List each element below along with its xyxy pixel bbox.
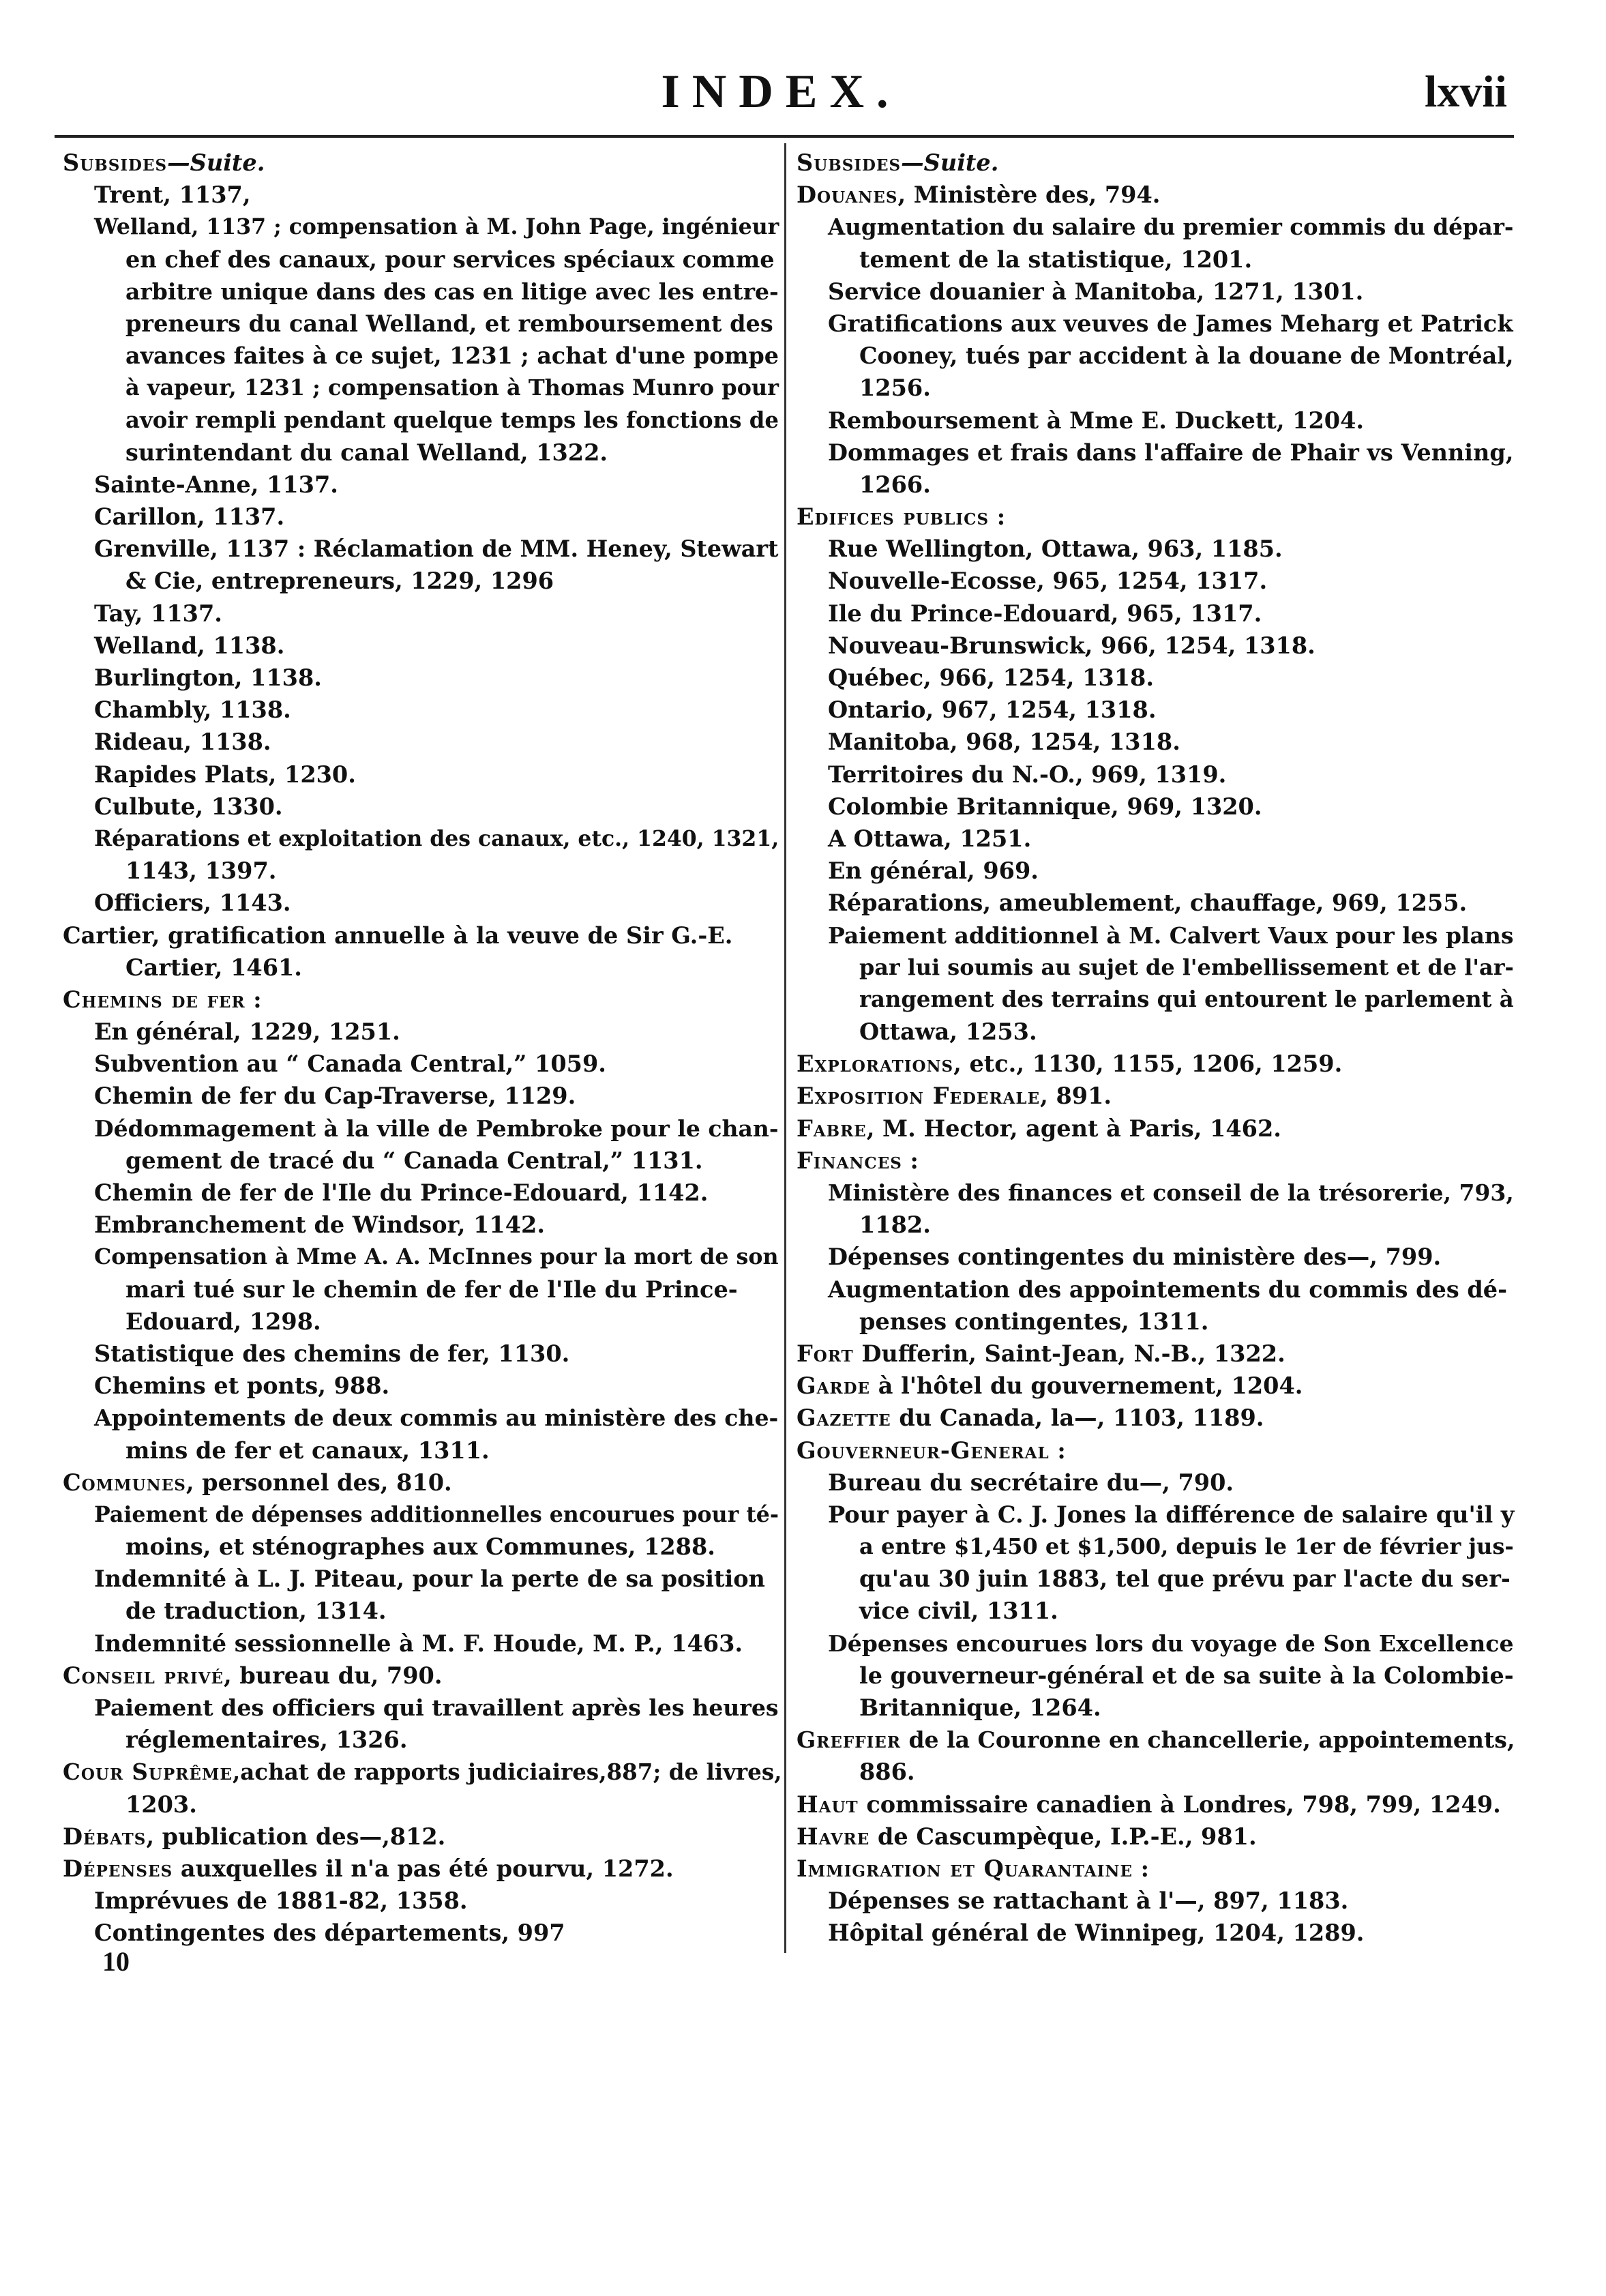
index-line <box>797 791 1514 823</box>
index-line <box>797 855 1514 887</box>
index-line <box>63 533 779 565</box>
index-line <box>63 1306 779 1338</box>
index-text: Welland, 1137 ; compensation à M. John Page, ingénieur <box>94 214 779 240</box>
index-line <box>63 1467 779 1499</box>
index-line <box>63 1789 779 1821</box>
index-text: avances faites à ce sujet, 1231 ; achat d'une pompe <box>125 342 779 370</box>
index-text: Britannique, 1264. <box>859 1694 1101 1721</box>
index-text: , etc., 1130, 1155, 1206, 1259. <box>953 1050 1343 1078</box>
index-text: Indemnité sessionnelle à M. F. Houde, M. P., 1463. <box>94 1630 743 1657</box>
index-line <box>797 501 1514 533</box>
index-text: tement de la statistique, 1201. <box>859 246 1253 273</box>
index-line <box>63 1853 779 1885</box>
index-text: Réparations, ameublement, chauffage, 969, 1255. <box>828 889 1468 917</box>
index-text: : <box>1132 1855 1150 1882</box>
index-heading: Havre <box>797 1823 870 1850</box>
index-text: à l'hôtel du gouvernement, 1204. <box>870 1372 1303 1400</box>
index-line <box>797 1306 1514 1338</box>
index-line <box>797 276 1514 308</box>
right-column <box>797 147 1514 1949</box>
index-text: Dufferin, Saint-Jean, N.-B., 1322. <box>853 1340 1285 1367</box>
index-text: réglementaires, 1326. <box>125 1726 408 1754</box>
index-line <box>63 1885 779 1917</box>
index-text: Ministère des finances et conseil de la trésorerie, 793, <box>828 1179 1514 1206</box>
index-text: a entre $1,450 et $1,500, depuis le 1er de février jus- <box>859 1533 1514 1560</box>
index-line <box>63 1660 779 1692</box>
index-line <box>797 598 1514 630</box>
index-line <box>63 1434 779 1467</box>
index-line <box>63 179 779 211</box>
index-line <box>63 887 779 919</box>
index-text: : <box>989 503 1006 531</box>
index-line <box>797 340 1514 372</box>
index-text: , bureau du, 790. <box>224 1662 443 1689</box>
index-text: Chemins et ponts, 988. <box>94 1372 390 1400</box>
index-line <box>63 308 779 340</box>
index-text: 886. <box>859 1758 915 1786</box>
index-line <box>797 1113 1514 1145</box>
index-text: , Ministère des, 794. <box>897 181 1161 209</box>
index-text: Burlington, 1138. <box>94 664 322 691</box>
index-text: mari tué sur le chemin de fer de l'Ile du Prince- <box>125 1276 738 1303</box>
index-text: Subvention au “ Canada Central,” 1059. <box>94 1050 606 1078</box>
index-text: , 891. <box>1040 1083 1112 1110</box>
index-line <box>797 1531 1514 1563</box>
index-line <box>797 1724 1514 1756</box>
index-line <box>797 823 1514 855</box>
index-text: vice civil, 1311. <box>859 1598 1058 1625</box>
index-text: rangement des terrains qui entourent le parlement à <box>859 986 1514 1012</box>
index-line <box>797 984 1514 1016</box>
index-line <box>797 1016 1514 1048</box>
index-line <box>797 1048 1514 1080</box>
index-text: Chambly, 1138. <box>94 696 291 724</box>
index-text: : <box>245 986 262 1013</box>
index-text: Dédommagement à la ville de Pembroke pour le chan- <box>94 1115 779 1142</box>
index-line <box>63 823 779 855</box>
index-text: Rideau, 1138. <box>94 728 271 756</box>
index-line <box>63 404 779 437</box>
index-text: 1256. <box>859 374 931 402</box>
index-text: Colombie Britannique, 969, 1320. <box>828 793 1262 820</box>
index-line <box>63 598 779 630</box>
index-line <box>63 1016 779 1048</box>
index-heading: Communes <box>63 1469 186 1496</box>
index-text: Manitoba, 968, 1254, 1318. <box>828 728 1180 756</box>
index-heading: Débats <box>63 1823 147 1850</box>
index-text: en chef des canaux, pour services spéciaux comme <box>125 246 775 273</box>
index-text: à vapeur, 1231 ; compensation à Thomas Munro pour <box>125 374 779 401</box>
index-line <box>797 1595 1514 1627</box>
index-heading: Fabre <box>797 1115 867 1142</box>
signature-mark: 10 <box>102 1946 130 1977</box>
index-text: commissaire canadien à Londres, 798, 799, 1249. <box>858 1791 1501 1818</box>
index-text: , personnel des, 810. <box>185 1469 452 1496</box>
index-line <box>63 211 779 243</box>
index-text: En général, 969. <box>828 857 1039 885</box>
index-text: de Cascumpèque, I.P.-E., 981. <box>869 1823 1257 1850</box>
index-text: : <box>1049 1437 1066 1464</box>
page-number: lxvii <box>1424 67 1507 117</box>
index-line <box>797 211 1514 243</box>
index-text: de la Couronne en chancellerie, appointements, <box>900 1726 1515 1754</box>
index-line <box>797 1241 1514 1273</box>
index-heading: Finances <box>797 1147 902 1174</box>
index-text: , publication des—,812. <box>146 1823 446 1850</box>
index-heading: Exposition Federale <box>797 1083 1041 1110</box>
index-text: Compensation à Mme A. A. McInnes pour la mort de son <box>94 1244 779 1270</box>
index-text: 1203. <box>125 1791 197 1818</box>
index-line <box>63 1628 779 1660</box>
index-text: mins de fer et canaux, 1311. <box>125 1437 490 1464</box>
index-text: Welland, 1138. <box>94 632 285 659</box>
index-text: le gouverneur-général et de sa suite à la Colombie- <box>859 1662 1514 1689</box>
index-line <box>797 1789 1514 1821</box>
index-line <box>797 1145 1514 1177</box>
index-text: de traduction, 1314. <box>125 1598 387 1625</box>
index-line <box>797 1563 1514 1595</box>
index-text: du Canada, la—, 1103, 1189. <box>891 1404 1264 1432</box>
index-heading: Gouverneur-General <box>797 1437 1050 1464</box>
index-line <box>797 630 1514 662</box>
index-line <box>63 1338 779 1370</box>
index-text: Embranchement de Windsor, 1142. <box>94 1211 546 1239</box>
index-line <box>797 1338 1514 1370</box>
index-line <box>63 1563 779 1595</box>
index-text: preneurs du canal Welland, et remboursement des <box>125 310 773 337</box>
index-text: Québec, 966, 1254, 1318. <box>828 664 1155 691</box>
header-rule <box>55 135 1514 138</box>
index-line <box>63 1692 779 1724</box>
index-line <box>63 1209 779 1241</box>
index-line <box>797 1499 1514 1531</box>
index-text: Nouveau-Brunswick, 966, 1254, 1318. <box>828 632 1315 659</box>
index-line <box>63 1499 779 1531</box>
index-line <box>63 501 779 533</box>
index-text: Paiement additionnel à M. Calvert Vaux pour les plans <box>828 922 1514 949</box>
index-line <box>797 1080 1514 1112</box>
index-line <box>797 533 1514 565</box>
index-text: Carillon, 1137. <box>94 503 285 531</box>
index-line <box>797 759 1514 791</box>
index-line <box>63 276 779 308</box>
index-text: Ottawa, 1253. <box>859 1018 1037 1046</box>
index-line <box>797 1434 1514 1467</box>
index-text: Paiement de dépenses additionnelles encourues pour té- <box>94 1501 779 1527</box>
index-text: 1143, 1397. <box>125 857 277 885</box>
index-text: Ontario, 967, 1254, 1318. <box>828 696 1157 724</box>
index-text: arbitre unique dans des cas en litige avec les entre- <box>125 278 779 305</box>
index-text: moins, et sténographes aux Communes, 1288. <box>125 1533 715 1561</box>
index-line <box>797 1692 1514 1724</box>
index-text: ,achat de rapports judiciaires,887; de livres, <box>232 1758 782 1786</box>
index-line <box>63 1402 779 1434</box>
index-line <box>63 1821 779 1853</box>
index-heading: Edifices publics <box>797 503 990 531</box>
index-line <box>797 1274 1514 1306</box>
index-text: qu'au 30 juin 1883, tel que prévu par l'acte du ser- <box>859 1565 1511 1593</box>
index-text: —Suite. <box>167 149 265 176</box>
index-text: Augmentation des appointements du commis des dé- <box>828 1276 1508 1303</box>
index-line <box>63 1241 779 1273</box>
index-text: Imprévues de 1881-82, 1358. <box>94 1887 468 1915</box>
index-line <box>63 662 779 694</box>
index-line <box>63 694 779 726</box>
index-text: Chemin de fer de l'Ile du Prince-Edouard, 1142. <box>94 1179 709 1206</box>
index-text: Gratifications aux veuves de James Meharg et Patrick <box>828 310 1513 337</box>
index-text: Bureau du secrétaire du—, 790. <box>828 1469 1234 1496</box>
index-line <box>63 759 779 791</box>
index-text: Appointements de deux commis au ministère des che- <box>94 1404 779 1432</box>
index-line <box>797 1660 1514 1692</box>
index-heading: Fort <box>797 1340 854 1367</box>
index-text: avoir rempli pendant quelque temps les fonctions de <box>125 407 779 433</box>
index-line <box>63 1917 779 1949</box>
index-line <box>63 1080 779 1112</box>
index-line <box>797 437 1514 469</box>
index-text: & Cie, entrepreneurs, 1229, 1296 <box>125 568 554 595</box>
index-text: Rue Wellington, Ottawa, 963, 1185. <box>828 535 1283 563</box>
index-line <box>797 565 1514 597</box>
index-line <box>63 1724 779 1756</box>
index-heading: Greffier <box>797 1726 901 1754</box>
index-line <box>63 372 779 404</box>
index-line <box>63 726 779 758</box>
index-text: Service douanier à Manitoba, 1271, 1301. <box>828 278 1364 305</box>
index-line <box>797 726 1514 758</box>
column-divider <box>784 143 786 1953</box>
index-text: Nouvelle-Ecosse, 965, 1254, 1317. <box>828 568 1268 595</box>
index-line <box>797 469 1514 501</box>
index-heading: Dépenses <box>63 1855 173 1882</box>
index-line <box>797 1209 1514 1241</box>
index-heading: Gazette <box>797 1404 891 1432</box>
index-text: Territoires du N.-O., 969, 1319. <box>828 761 1227 788</box>
index-line <box>63 244 779 276</box>
index-line <box>797 1756 1514 1788</box>
index-text: Augmentation du salaire du premier commis du dépar- <box>828 214 1514 241</box>
index-line <box>63 1370 779 1402</box>
index-line <box>63 1177 779 1209</box>
index-heading: Conseil privé <box>63 1662 224 1689</box>
index-text: Sainte-Anne, 1137. <box>94 471 338 498</box>
index-line <box>797 1885 1514 1917</box>
index-text: —Suite. <box>901 149 999 176</box>
index-heading: Chemins de fer <box>63 986 246 1013</box>
index-line <box>797 952 1514 984</box>
index-line <box>63 984 779 1016</box>
index-text: Statistique des chemins de fer, 1130. <box>94 1340 570 1367</box>
index-line <box>797 244 1514 276</box>
index-text: Cartier, 1461. <box>125 954 302 981</box>
index-line <box>797 1402 1514 1434</box>
index-heading: Subsides <box>797 149 902 176</box>
index-text: gement de tracé du “ Canada Central,” 1131. <box>125 1147 703 1174</box>
index-line <box>797 1917 1514 1949</box>
index-line <box>797 308 1514 340</box>
index-line <box>797 919 1514 952</box>
index-text: Tay, 1137. <box>94 600 222 627</box>
index-text: : <box>902 1147 919 1174</box>
index-text: surintendant du canal Welland, 1322. <box>125 439 608 466</box>
index-text: Dépenses se rattachant à l'—, 897, 1183. <box>828 1887 1349 1915</box>
index-text: Edouard, 1298. <box>125 1308 321 1335</box>
index-text: 1266. <box>859 471 931 498</box>
index-line <box>797 1628 1514 1660</box>
index-line <box>797 1467 1514 1499</box>
index-text: , M. Hector, agent à Paris, 1462. <box>866 1115 1281 1142</box>
index-line <box>797 662 1514 694</box>
index-text: Officiers, 1143. <box>94 889 291 917</box>
index-line <box>63 469 779 501</box>
left-column <box>63 147 782 1949</box>
index-text: Indemnité à L. J. Piteau, pour la perte de sa position <box>94 1565 765 1593</box>
index-line <box>63 1145 779 1177</box>
index-line <box>797 1370 1514 1402</box>
index-line <box>63 855 779 887</box>
page-title: INDEX. <box>661 65 901 118</box>
index-text: Trent, 1137, <box>94 181 251 209</box>
index-text: Ile du Prince-Edouard, 965, 1317. <box>828 600 1262 627</box>
index-line <box>63 340 779 372</box>
index-text: Chemin de fer du Cap-Traverse, 1129. <box>94 1083 576 1110</box>
index-heading: Cour Suprême <box>63 1758 233 1786</box>
index-line <box>797 1177 1514 1209</box>
index-heading: Subsides <box>63 149 168 176</box>
index-line <box>797 694 1514 726</box>
index-heading: Haut <box>797 1791 859 1818</box>
index-text: Rapides Plats, 1230. <box>94 761 356 788</box>
index-text: Dommages et frais dans l'affaire de Phair vs Venning, <box>828 439 1514 466</box>
index-heading: Garde <box>797 1372 871 1400</box>
index-line <box>797 147 1514 179</box>
index-line <box>63 565 779 597</box>
index-line <box>63 147 779 179</box>
index-line <box>63 1113 779 1145</box>
index-line <box>63 437 779 469</box>
index-line <box>797 372 1514 404</box>
index-line <box>63 791 779 823</box>
index-line <box>797 887 1514 919</box>
index-line <box>63 952 779 984</box>
index-line <box>797 1853 1514 1885</box>
index-text: Hôpital général de Winnipeg, 1204, 1289. <box>828 1919 1365 1947</box>
index-text: Cartier, gratification annuelle à la veuve de Sir G.-E. <box>63 922 733 949</box>
index-text: A Ottawa, 1251. <box>828 825 1032 852</box>
index-line <box>63 1048 779 1080</box>
index-line <box>63 1274 779 1306</box>
index-text: Contingentes des départements, 997 <box>94 1919 565 1947</box>
index-line <box>63 1595 779 1627</box>
index-heading: Immigration et Quarantaine <box>797 1855 1133 1882</box>
page-header <box>48 65 1514 140</box>
index-text: Remboursement à Mme E. Duckett, 1204. <box>828 407 1365 434</box>
index-text: Dépenses contingentes du ministère des—, 799. <box>828 1243 1442 1271</box>
index-line <box>63 1531 779 1563</box>
index-text: Pour payer à C. J. Jones la différence de salaire qu'il y <box>828 1501 1515 1528</box>
index-heading: Explorations <box>797 1050 954 1078</box>
index-line <box>797 404 1514 437</box>
index-line <box>797 1821 1514 1853</box>
index-line <box>63 630 779 662</box>
index-line <box>63 1756 782 1788</box>
index-text: Réparations et exploitation des canaux, etc., 1240, 1321, <box>94 825 779 851</box>
index-line <box>797 179 1514 211</box>
index-text: auxquelles il n'a pas été pourvu, 1272. <box>173 1855 674 1882</box>
index-text: penses contingentes, 1311. <box>859 1308 1209 1335</box>
index-line <box>63 919 779 952</box>
index-text: Dépenses encourues lors du voyage de Son Excellence <box>828 1630 1514 1657</box>
index-text: En général, 1229, 1251. <box>94 1018 400 1046</box>
index-text: 1182. <box>859 1211 931 1239</box>
index-heading: Douanes <box>797 181 898 209</box>
index-text: Grenville, 1137 : Réclamation de MM. Heney, Stewart <box>94 535 779 563</box>
index-text: par lui soumis au sujet de l'embellissement et de l'ar- <box>859 954 1514 980</box>
index-text: Cooney, tués par accident à la douane de Montréal, <box>859 342 1514 370</box>
index-text: Culbute, 1330. <box>94 793 283 820</box>
index-text: Paiement des officiers qui travaillent après les heures <box>94 1694 779 1721</box>
